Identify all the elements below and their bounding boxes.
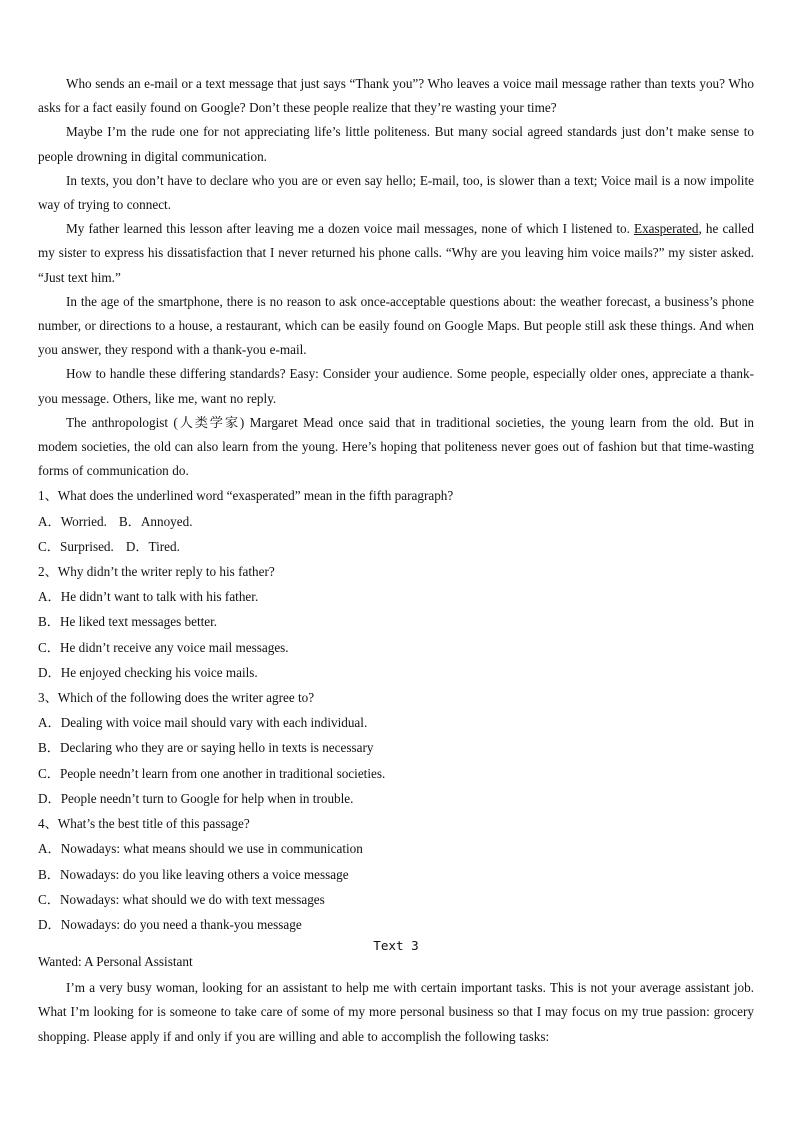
question-1-option-b: B．Annoyed. [118,513,193,529]
question-3-option-d: D．People needn’t turn to Google for help when in trouble. [38,790,354,806]
question-3-option-c: C．People needn’t learn from one another in traditional societies. [38,765,386,781]
passage-paragraph-1: Who sends an e-mail or a text message that just says “Thank you”? Who leaves a voice mail message rather than texts you? Who asks for a fact easily found on Google? Don’t these people realize that they’re wasting your time? [38,76,754,116]
question-3-option-b: B．Declaring who they are or saying hello in texts is necessary [38,740,374,756]
passage-paragraph-4 [38,217,754,290]
question-2-option-b: B．He liked text messages better. [38,614,218,630]
question-2-option-d: D．He enjoyed checking his voice mails. [38,664,258,680]
question-1-option-c: C．Surprised. [38,538,114,554]
question-3-stem: 3、Which of the following does the writer agree to? [38,690,315,706]
question-3-option-a: A．Dealing with voice mail should vary with each individual. [38,715,368,731]
text-3-paragraph-1: I’m a very busy woman, looking for an assistant to help me with certain important tasks. This is not your average assistant job. What I’m looking for is someone to take care of some of my more personal business so that I may focus on my true passion: grocery shopping. Please apply if and only if you are willing and able to accomplish the following tasks: [38,980,754,1044]
underlined-word-exasperated: Exasperated [634,221,699,237]
question-1-stem: 1、What does the underlined word “exasperated” mean in the fifth paragraph? [38,488,454,504]
question-4-option-c: C．Nowadays: what should we do with text messages [38,891,325,907]
question-2-option-a: A．He didn’t want to talk with his father. [38,589,259,605]
question-1-options-cd [38,534,754,559]
question-2-stem: 2、Why didn’t the writer reply to his father? [38,564,275,580]
question-2-option-c: C．He didn’t receive any voice mail messages. [38,639,289,655]
passage-paragraph-5: In the age of the smartphone, there is no reason to ask once-acceptable questions about: the weather forecast, a business’s phone number, or directions to a house, a restaurant, which can be easily found on Google Maps. But people still ask these things. And when you answer, they respond with a thank-you e-mail. [38,293,754,358]
question-4-option-a: A．Nowadays: what means should we use in communication [38,841,363,857]
passage-paragraph-3: In texts, you don’t have to declare who you are or even say hello; E-mail, too, is slower than a text; Voice mail is a now impolite way of trying to connect. [38,172,754,213]
passage-paragraph-2: Maybe I’m the rude one for not appreciating life’s little politeness. But many social agreed standards just don’t make sense to people drowning in digital communication. [38,124,754,164]
passage-paragraph-7: The anthropologist (人类学家) Margaret Mead once said that in traditional societies, the young learn from the old. But in modem societies, the old can also learn from the young. Here’s hoping that politeness never goes out of fashion but that time-wasting forms of communication do. [38,414,754,479]
question-4-stem: 4、What’s the best title of this passage? [38,816,250,832]
question-1-options-ab [38,509,754,534]
document-page [38,72,754,1049]
question-1-option-d: D．Tired. [125,538,180,554]
passage-paragraph-6: How to handle these differing standards? Easy: Consider your audience. Some people, especially older ones, appreciate a thank-you message. Others, like me, want no reply. [38,366,754,406]
question-4-option-d: D．Nowadays: do you need a thank-you message [38,916,302,932]
question-4-option-b: B．Nowadays: do you like leaving others a voice message [38,866,349,882]
text-3-title: Wanted: A Personal Assistant [38,954,193,970]
paragraph-4-text-end: , he called my sister to express his dissatisfaction that I never returned his phone calls. “Why are you leaving him voice mails?” my sister asked. “Just text him.” [38,221,754,285]
paragraph-4-text-start: My father learned this lesson after leaving me a dozen voice mail messages, none of which I listened to. [66,221,635,237]
section-heading-text-3: Text 3 [373,938,419,954]
question-1-option-a: A．Worried. [38,513,107,529]
